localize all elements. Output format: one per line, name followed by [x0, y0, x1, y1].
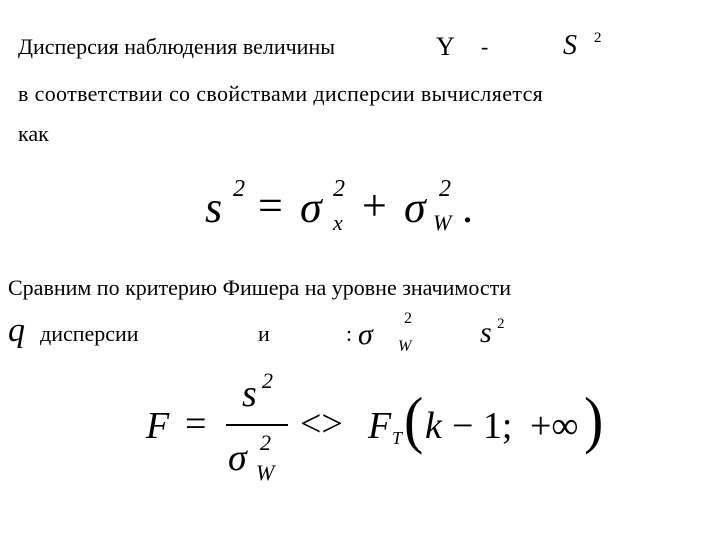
f1-sigma2-sub: W: [433, 210, 452, 235]
f2-FT: F: [368, 405, 392, 447]
f2-plusinf: +∞: [530, 405, 579, 447]
line5-and: и: [258, 321, 270, 346]
f1-s-exp: 2: [233, 176, 245, 202]
var-s-exp: 2: [594, 30, 602, 46]
f2-rparen: ): [584, 383, 604, 456]
f2-lparen: (: [404, 383, 424, 456]
f1-plus: +: [362, 181, 387, 230]
f1-sigma2-exp: 2: [439, 176, 451, 202]
line5-sigma: σ: [358, 318, 373, 351]
line5-sigma-sub: W: [398, 338, 412, 355]
line4: Сравним по критерию Фишера на уровне значимости: [8, 275, 512, 300]
f2-minus1: − 1;: [452, 405, 513, 447]
f1-eq: =: [258, 181, 283, 230]
f2-den-sigma: σ: [228, 437, 247, 479]
f1-s: s: [205, 183, 223, 232]
line5-word: дисперсии: [40, 321, 139, 346]
line5-sigma-exp: 2: [404, 310, 412, 327]
f1-sigma2: σ: [404, 183, 426, 232]
line5-s: s: [480, 316, 492, 349]
f2-num-s: s: [242, 373, 257, 415]
dash: -: [481, 34, 489, 59]
f2-fraction-bar: [226, 424, 288, 426]
line5-colon: :: [346, 321, 353, 346]
f2-FT-sub: T: [392, 428, 403, 448]
line1: [18, 34, 335, 60]
var-s: S: [563, 30, 577, 61]
var-y: Y: [436, 32, 455, 61]
f1-sigma1: σ: [300, 183, 322, 232]
f1-sigma1-sub: x: [333, 210, 343, 235]
f2-cmp: <>: [300, 403, 343, 445]
line1-text: Дисперсия наблюдения величины: [18, 34, 336, 59]
f2-den-sub: W: [256, 460, 275, 485]
line5-q: q: [8, 312, 25, 349]
f2-num-exp: 2: [262, 368, 273, 393]
f2-den-exp: 2: [260, 430, 271, 455]
f2-F: F: [146, 405, 170, 447]
line2: в соответствии со свойствами дисперсии вычисляется: [18, 81, 544, 106]
f1-sigma1-exp: 2: [333, 176, 345, 202]
f2-k: k: [425, 405, 442, 447]
line5-s-exp: 2: [497, 316, 505, 332]
line3: как: [18, 121, 49, 146]
f2-eq: =: [185, 403, 207, 445]
f1-dot: .: [462, 183, 473, 232]
